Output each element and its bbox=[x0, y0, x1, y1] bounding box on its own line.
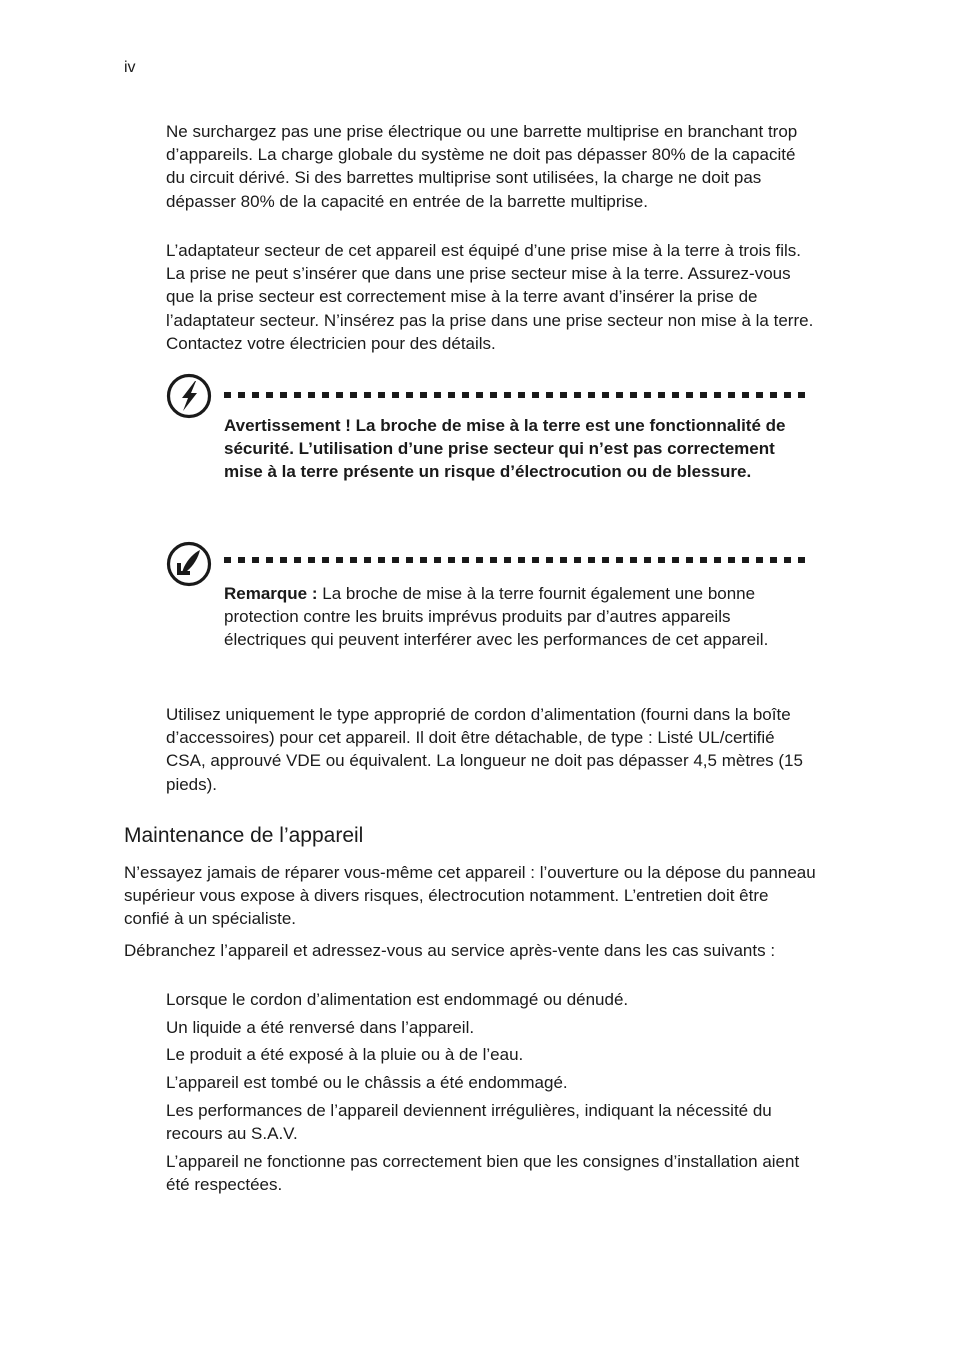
note-label: Remarque : bbox=[224, 584, 318, 603]
warning-divider bbox=[224, 392, 810, 398]
cases-intro: Débranchez l’appareil et adressez-vous au service après-vente dans les cas suivants : bbox=[124, 941, 776, 960]
pen-note-icon bbox=[166, 541, 212, 587]
note-divider bbox=[224, 557, 810, 563]
lightning-warning-icon bbox=[166, 373, 212, 419]
note-text bbox=[224, 582, 814, 652]
adapter-paragraph: L’adaptateur secteur de cet appareil est équipé d’une prise mise à la terre à trois fils. La prise ne peut s’insérer que dans une prise secteur mise à la terre. Assurez-vous que la prise secteur est correctement mise à la terre avant d’insérer la prise de l’adaptateur secteur. N’insérez pas la prise dans une prise secteur non mise à la terre. Contactez votre électricien pour des détails. bbox=[166, 241, 814, 353]
section-heading: Maintenance de l’appareil bbox=[124, 824, 364, 847]
list-item: L’appareil ne fonctionne pas correctement bien que les consignes d’installation aient été respectées. bbox=[166, 1151, 800, 1194]
note-body: La broche de mise à la terre fournit également une bonne protection contre les bruits imprévus produits par d’autres appareils électriques qui peuvent interférer avec les performances de cet appareil. bbox=[224, 584, 769, 650]
overload-paragraph: Ne surchargez pas une prise électrique ou une barrette multiprise en branchant trop d’appareils. La charge globale du système ne doit pas dépasser 80% de la capacité du circuit dérivé. Si des barrettes multiprise sont utilisées, la charge ne doit pas dépasser 80% de la capacité en entrée de la barrette multiprise. bbox=[166, 122, 798, 211]
warning-text: Avertissement ! La broche de mise à la terre est une fonctionnalité de sécurité. L’utilisation d’une prise secteur qui n’est pas correctement mise à la terre présente un risque d’électrocution ou de blessure. bbox=[224, 416, 786, 482]
list-item: Un liquide a été renversé dans l’appareil. bbox=[166, 1017, 475, 1037]
cord-paragraph: Utilisez uniquement le type approprié de cordon d’alimentation (fourni dans la boîte d’accessoires) pour cet appareil. Il doit être détachable, de type : Listé UL/certifié CSA, approuvé VDE ou équivalent. La longueur ne doit pas dépasser 4,5 mètres (15 pieds). bbox=[166, 705, 803, 794]
list-item: L’appareil est tombé ou le châssis a été endommagé. bbox=[166, 1073, 568, 1093]
cases-list bbox=[166, 988, 816, 1201]
maintenance-intro: N’essayez jamais de réparer vous-même cet appareil : l’ouverture ou la dépose du panneau supérieur vous expose à divers risques, électrocution notamment. L’entretien doit être confié à un spécialiste. bbox=[124, 863, 816, 929]
page-number: iv bbox=[124, 59, 136, 76]
list-item: Le produit a été exposé à la pluie ou à de l’eau. bbox=[166, 1045, 524, 1065]
list-item: Lorsque le cordon d’alimentation est endommagé ou dénudé. bbox=[166, 990, 629, 1009]
list-item: Les performances de l’appareil deviennent irrégulières, indiquant la nécessité du recours au S.A.V. bbox=[166, 1100, 772, 1144]
